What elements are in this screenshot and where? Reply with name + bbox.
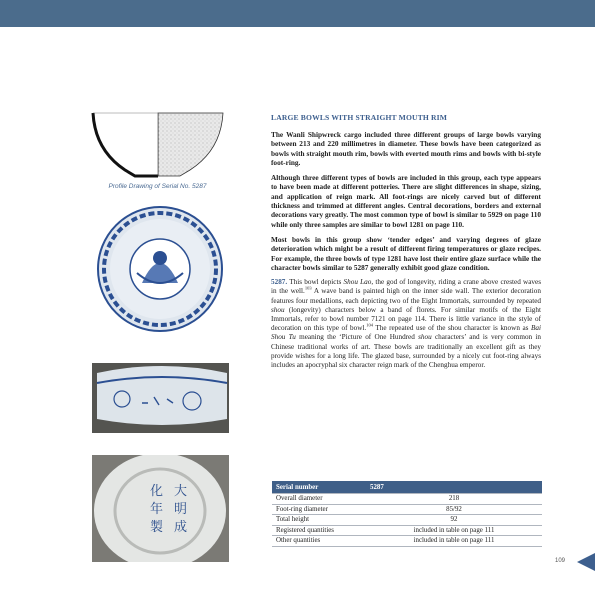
section-title: LARGE BOWLS WITH STRAIGHT MOUTH RIM — [271, 113, 448, 122]
footnote-ref: 103 — [304, 285, 312, 291]
profile-caption: Profile Drawing of Serial No. 5287 — [108, 183, 207, 190]
row-value: included in table on page 111 — [366, 525, 542, 536]
serial-ref: 5287. — [271, 278, 288, 287]
intro-paragraph-1: The Wanli Shipwreck cargo included three different groups of large bowls varying between 213 and 220 millimetres in diameter. These bowls have been categorized as bowls with straight mouth rim, bowls with everted mouth rims and bowls with bi-style foot-ring. — [271, 130, 541, 167]
intro-paragraph-2: Although three different types of bowls are included in this group, each type appears to have been made at different potteries. There are slight differences in shape, sizing, and application of reign mark. All foot-rings are nicely carved but of different thickness and trimmed at different angles. Central decorations, borders and external decorations vary greatly. The most common type of bowl is similar to 5929 on page 110 while only three samples are similar to bowl 1281 on page 110. — [271, 173, 541, 229]
table-row — [272, 536, 542, 547]
mark-char-6: 製 — [150, 520, 164, 535]
row-label: Foot-ring diameter — [272, 504, 366, 515]
row-value: 85/92 — [366, 504, 542, 515]
table-row — [272, 515, 542, 526]
description-paragraph: 5287. This bowl depicts Shou Lao, the god of longevity, riding a crane above crested waves in the well.$^{103}$ A wave band is painted high on the inner side wall. The exterior decoration features four medallions, each depicting two of the Eight Immortals, surrounded by repeated shou (longevity) characters below a band of florets. For similar motifs of the Eight Immortals, refer to bowl number 7121 on page 114. There is little variance in the style of decoration on this type of bowl.$^{104}$ The repeated use of the shou character is known as Bai Shou Tu meaning the ‘Picture of One Hundred shou characters’ and is very common in Chinese traditional works of art. These bowls are traditionally an excellent gift as they provide wishes for a long life. The glazed base, surrounded by a nicely cut foot-ring always includes an apocryphal six character reign mark of the Chenghua emperor. — [271, 278, 541, 369]
mark-char-4: 化 — [150, 484, 164, 499]
footnote-ref: 104 — [366, 322, 373, 328]
row-label: Overall diameter — [272, 494, 366, 505]
mark-char-5: 年 — [150, 502, 164, 517]
page-number: 109 — [555, 558, 566, 564]
row-value: 92 — [366, 515, 542, 526]
top-banner — [0, 0, 595, 27]
table-row — [272, 494, 542, 505]
table-row — [272, 525, 542, 536]
row-label: Total height — [272, 515, 366, 526]
mark-char-3: 成 — [174, 520, 188, 535]
base-mark-photo — [92, 455, 229, 562]
table-header-label: Serial number — [272, 481, 366, 494]
bowl-interior-photo — [92, 203, 229, 336]
table-row — [272, 504, 542, 515]
row-value: included in table on page 111 — [366, 536, 542, 547]
profile-drawing — [90, 110, 225, 180]
row-value: 218 — [366, 494, 542, 505]
specs-table — [272, 481, 542, 547]
intro-paragraph-3: Most bowls in this group show ‘tender edges’ and varying degrees of glaze deterioration which might be a result of different firing temperatures or glaze recipes. For example, the three bowls of type 1281 have lost their entire glaze surface while the character bowls similar to 5287 generally exhibit good glaze condition. — [271, 234, 541, 272]
row-label: Other quantities — [272, 536, 366, 547]
bowl-exterior-photo — [92, 363, 229, 433]
text-column — [271, 113, 541, 370]
mark-char-1: 大 — [174, 484, 188, 499]
row-label: Registered quantities — [272, 525, 366, 536]
table-header-row — [272, 481, 542, 494]
mark-char-2: 明 — [174, 502, 188, 517]
table-header-value: 5287 — [366, 481, 542, 494]
page-tab-marker — [577, 553, 595, 571]
